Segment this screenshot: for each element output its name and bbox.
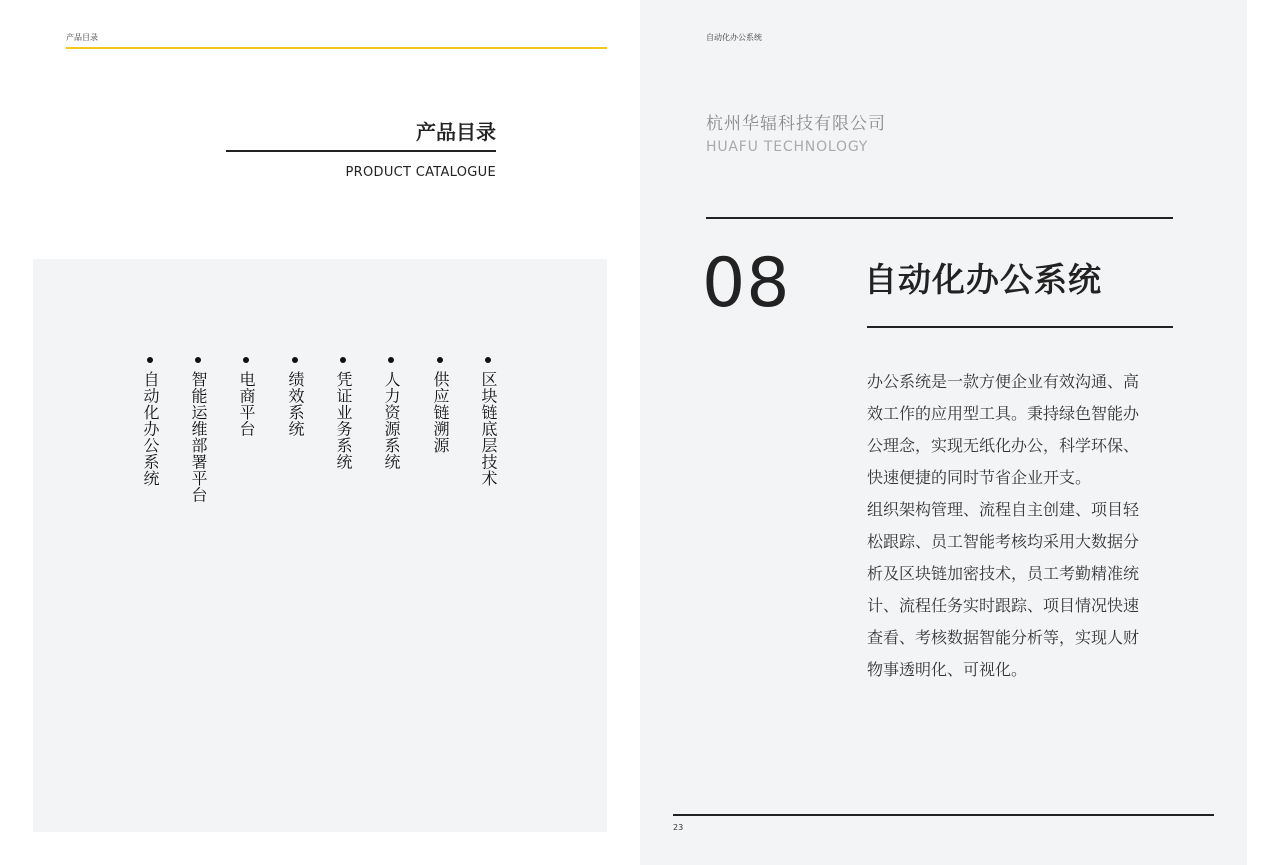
section-top-divider (706, 217, 1173, 219)
bullet-dot-icon (340, 357, 346, 363)
product-item (381, 357, 401, 470)
description-line: 公理念，实现无纸化办公，科学环保、 (867, 436, 1140, 455)
product-item (140, 357, 160, 487)
product-label: 智能运维部署平台 (189, 371, 208, 503)
section-description (867, 366, 1169, 686)
catalog-subtitle: PRODUCT CATALOGUE (345, 165, 496, 180)
product-label: 人力资源系统 (382, 371, 401, 470)
product-list-panel (33, 259, 607, 832)
description-line: 查看、考核数据智能分析等，实现人财 (867, 628, 1140, 647)
description-line: 组织架构管理、流程自主创建、项目轻 (867, 500, 1140, 519)
running-head: 自动化办公系统 (706, 33, 762, 42)
description-line: 办公系统是一款方便企业有效沟通、高 (867, 372, 1140, 391)
bullet-dot-icon (437, 357, 443, 363)
product-label: 绩效系统 (286, 371, 305, 437)
product-label: 凭证业务系统 (334, 371, 353, 470)
company-name-english: HUAFU TECHNOLOGY (706, 139, 869, 155)
company-name: 杭州华辐科技有限公司 (706, 114, 886, 134)
page-number: 23 (673, 823, 684, 832)
product-item (188, 357, 208, 503)
section-number: 08 (702, 244, 791, 323)
product-item (478, 357, 498, 487)
bullet-dot-icon (292, 357, 298, 363)
bullet-dot-icon (388, 357, 394, 363)
bullet-dot-icon (147, 357, 153, 363)
description-line: 效工作的应用型工具。秉持绿色智能办 (867, 404, 1140, 423)
bullet-dot-icon (195, 357, 201, 363)
product-label: 区块链底层技术 (479, 371, 498, 487)
product-item (430, 357, 450, 454)
bullet-dot-icon (485, 357, 491, 363)
description-line: 计、流程任务实时跟踪、项目情况快速 (867, 596, 1140, 615)
product-item (333, 357, 353, 470)
product-label: 供应链溯源 (431, 371, 450, 454)
right-page (640, 0, 1247, 865)
catalog-title: 产品目录 (416, 120, 496, 144)
header-rule (66, 47, 607, 49)
product-label: 自动化办公系统 (141, 371, 160, 487)
title-divider (226, 150, 496, 152)
description-line: 松跟踪、员工智能考核均采用大数据分 (867, 532, 1140, 551)
product-item (236, 357, 256, 437)
product-item (285, 357, 305, 437)
description-line: 快速便捷的同时节省企业开支。 (867, 468, 1092, 487)
running-head: 产品目录 (66, 33, 98, 42)
bullet-dot-icon (243, 357, 249, 363)
description-line: 析及区块链加密技术，员工考勤精准统 (867, 564, 1140, 583)
product-label: 电商平台 (237, 371, 256, 437)
description-line: 物事透明化、可视化。 (867, 660, 1028, 679)
section-title-divider (867, 326, 1173, 328)
footer-rule (673, 814, 1214, 816)
section-title: 自动化办公系统 (864, 260, 1102, 299)
